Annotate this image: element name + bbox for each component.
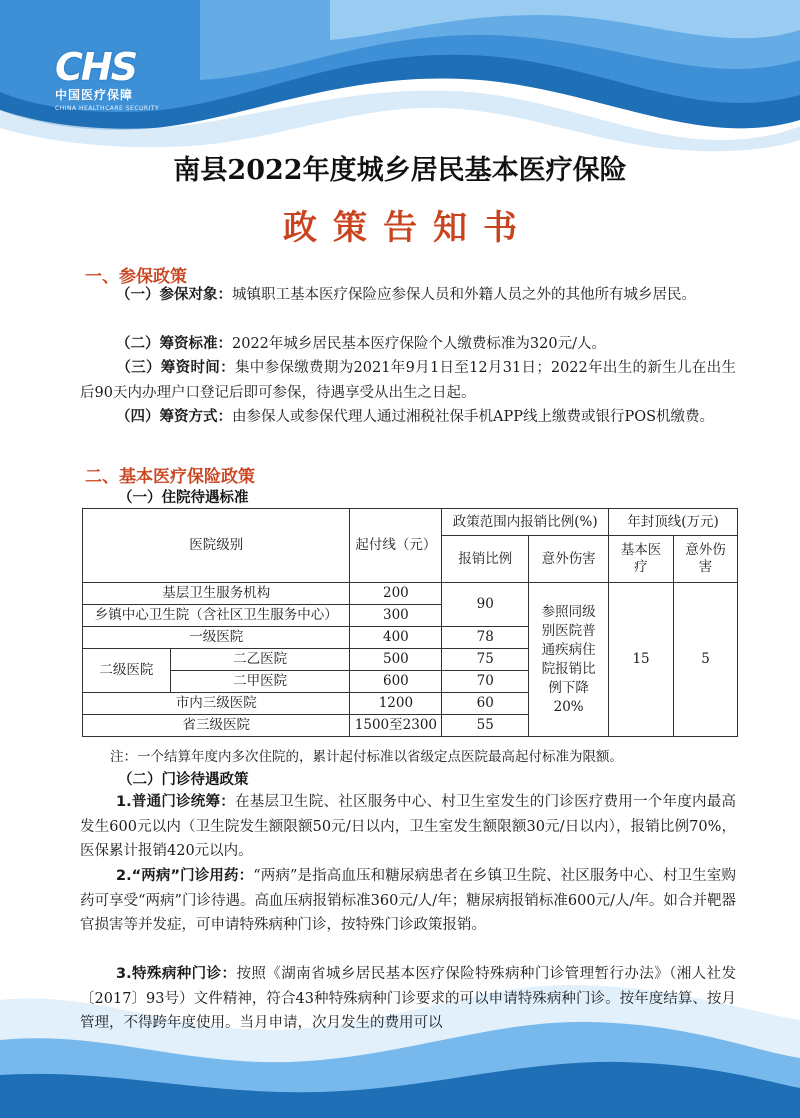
section2-sub2: （二）门诊待遇政策	[118, 772, 249, 788]
logo-name-cn: 中国医疗保障	[55, 88, 134, 102]
outpatient-item-2-text: “两病”是指高血压和糖尿病患者在乡镇卫生院、社区服务中心、村卫生室购药可享受“两病”门诊待遇。高血压病报销标准360元/人/年；糖尿病报销标准600元/人/年。如合并靶器官损害等并发症，可申请特殊病种门诊，按特殊门诊政策报销。	[80, 868, 736, 933]
th-accident: 意外伤害	[529, 536, 609, 583]
row-ratio: 70	[442, 671, 529, 693]
row-threshold: 1200	[350, 693, 442, 715]
chs-logo	[55, 45, 175, 112]
section2-sub1: （一）住院待遇标准	[118, 490, 249, 506]
logo-mark: CHS	[55, 45, 137, 89]
th-threshold: 起付线（元）	[350, 509, 442, 583]
section1-item-2-text: 2022年城乡居民基本医疗保险个人缴费标准为320元/人。	[232, 336, 606, 352]
section1-item-3-key: （三）筹资时间：	[116, 360, 235, 376]
row-level: 乡镇中心卫生院（含社区卫生服务中心）	[83, 605, 350, 627]
section1-item-4	[80, 405, 736, 430]
th-ratio: 报销比例	[442, 536, 529, 583]
section1-item-2-key: （二）筹资标准：	[116, 336, 232, 352]
section1-item-1	[80, 283, 736, 308]
outpatient-item-2-key: 2.“两病”门诊用药：	[116, 868, 254, 884]
inpatient-table	[82, 508, 738, 737]
outpatient-item-1-text: 在基层卫生院、社区服务中心、村卫生室发生的门诊医疗费用一个年度内最高发生600元以内（卫生院发生额限额50元/日以内，卫生室发生额限额30元/日以内），报销比例70%，医保累计报销420元以内。	[80, 794, 736, 859]
section1-item-4-key: （四）筹资方式：	[116, 409, 232, 425]
row-group: 二级医院	[83, 649, 171, 693]
section1-item-3-text: 集中参保缴费期为2021年9月1日至12月31日；2022年出生的新生儿在出生后90天内办理户口登记后即可参保，待遇享受从出生之日起。	[80, 360, 737, 401]
section1-item-2	[80, 332, 736, 357]
outpatient-item-3-key: 3.特殊病种门诊：	[116, 966, 237, 982]
outpatient-item-3	[80, 962, 736, 1036]
cap-basic-value: 15	[609, 583, 674, 737]
row-ratio: 75	[442, 649, 529, 671]
section1-item-4-text: 由参保人或参保代理人通过湘税社保手机APP线上缴费或银行POS机缴费。	[232, 409, 715, 425]
row-threshold: 200	[350, 583, 442, 605]
section1-heading: 一、参保政策	[85, 267, 187, 287]
outpatient-item-2	[80, 864, 736, 938]
document-title: 南县2022年度城乡居民基本医疗保险	[173, 155, 627, 186]
th-cap: 年封顶线(万元)	[609, 509, 738, 536]
logo-name-en: CHINA HEALTHCARE SECURITY	[55, 105, 160, 112]
section1-item-1-text: 城镇职工基本医疗保险应参保人员和外籍人员之外的其他所有城乡居民。	[232, 287, 696, 303]
outpatient-item-1	[80, 790, 736, 864]
document-subtitle: 政策告知书	[283, 208, 533, 248]
table-note: 注：一个结算年度内多次住院的，累计起付标准以省级定点医院最高起付标准为限额。	[110, 749, 623, 765]
row-ratio: 55	[442, 715, 529, 737]
row-ratio: 78	[442, 627, 529, 649]
row-level: 一级医院	[83, 627, 350, 649]
row-ratio: 60	[442, 693, 529, 715]
row-threshold: 400	[350, 627, 442, 649]
row-level: 基层卫生服务机构	[83, 583, 350, 605]
section2-heading: 二、基本医疗保险政策	[85, 467, 255, 487]
row-threshold: 600	[350, 671, 442, 693]
section1-item-1-key: （一）参保对象：	[116, 287, 232, 303]
th-cap-basic: 基本医疗	[609, 536, 674, 583]
table-row	[83, 583, 738, 605]
row-threshold: 1500至2300	[350, 715, 442, 737]
cap-accident-value: 5	[674, 583, 738, 737]
row-level: 二甲医院	[170, 671, 350, 693]
accident-note: 参照同级别医院普通疾病住院报销比例下降20%	[529, 583, 609, 737]
outpatient-item-3-text: 按照《湖南省城乡居民基本医疗保险特殊病种门诊管理暂行办法》（湘人社发〔2017〕93号）文件精神，符合43种特殊病种门诊要求的可以申请特殊病种门诊。按年度结算、按月管理，不得跨年度使用。当月申请，次月发生的费用可以	[80, 966, 736, 1031]
row-threshold: 500	[350, 649, 442, 671]
row-threshold: 300	[350, 605, 442, 627]
row-ratio-shared: 90	[442, 583, 529, 627]
th-policy: 政策范围内报销比例(%)	[442, 509, 609, 536]
row-level: 市内三级医院	[83, 693, 350, 715]
section1-item-3	[80, 356, 736, 405]
th-level: 医院级别	[83, 509, 350, 583]
outpatient-item-1-key: 1.普通门诊统筹：	[116, 794, 236, 810]
row-level: 省三级医院	[83, 715, 350, 737]
th-cap-accident: 意外伤害	[674, 536, 738, 583]
row-level: 二乙医院	[170, 649, 350, 671]
